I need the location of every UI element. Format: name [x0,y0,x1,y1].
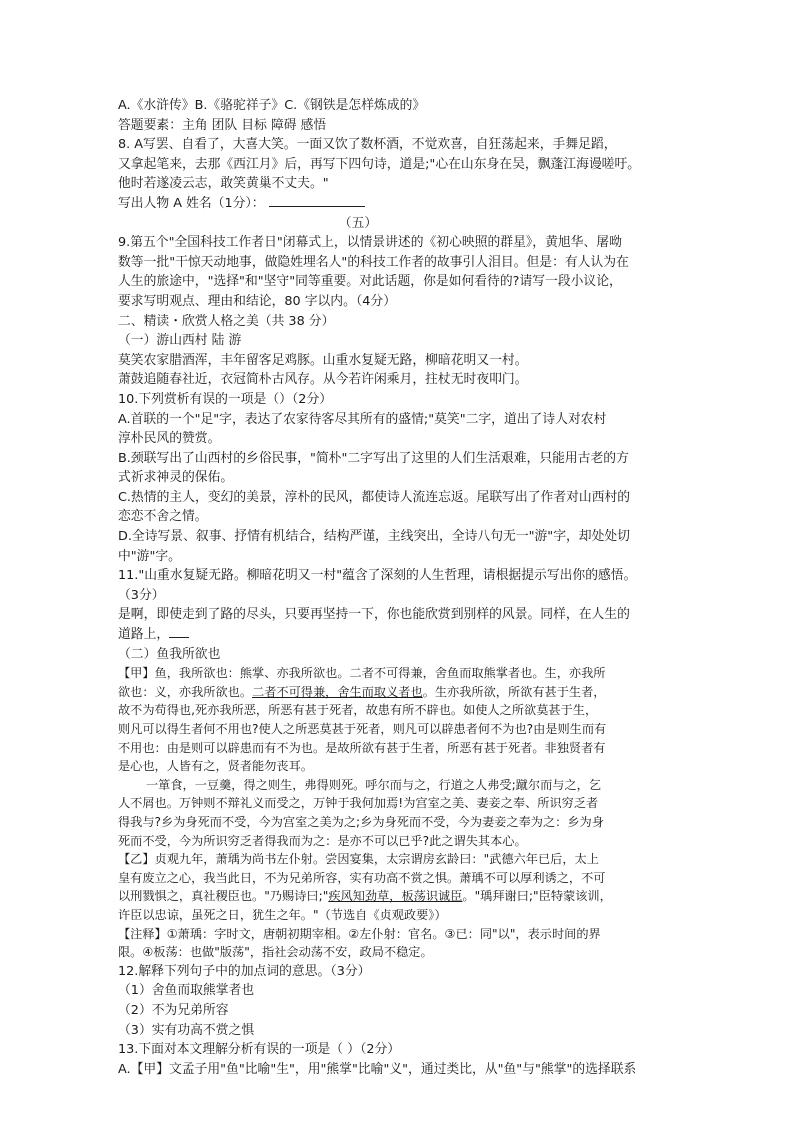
passage-a-8: 人不屑也。万钟则不辩礼义而受之，万钟于我何加焉!为宫室之美、妻妾之奉、所识穷乏者 [118,796,599,811]
notes-2: 限。④板荡：也做"版荡"，指社会动荡不安，政局不稳定。 [118,945,433,960]
passage-a-6: 是心也，人皆有之，贤者能勿丧耳。 [118,759,313,774]
passage-b-3a: 以刑戮惧之，真社稷臣也。"乃赐诗曰;" [118,889,329,904]
passage-a-2 [118,683,678,702]
answer-keys: 答题要素：主角 团队 目标 障碍 感悟 [118,117,327,133]
q8-prompt-text: 写出人物 A 姓名（1分）： [118,195,265,211]
q11-text-3: 是啊，即使走到了路的尽头，只要再坚持一下，你也能欣赏到别样的风景。同样，在人生的 [118,607,630,623]
exam-page [118,96,678,1079]
passage-a-10: 死而不受，今为所识穷乏者得我而为之：是亦不可以已乎?此之谓失其本心。 [118,833,527,848]
q10-option-a-2: 淳朴民风的赞赏。 [118,431,221,447]
passage-heading: （二）鱼我所欲也 [118,646,221,662]
q8-answer-blank[interactable] [269,194,365,207]
section-five-heading: （五） [338,215,378,231]
notes-1: 【注释】①萧瑀：字时文，唐朝初期宰相。②左仆射：官名。③已：同"以"，表示时间的界 [118,926,601,941]
passage-b-4: 许臣以忠谅，虽死之日，犹生之年。"（节选自《贞观政要》） [118,907,447,922]
q11-answer-blank[interactable] [169,625,189,638]
q13-option-a: A.【甲】文孟子用"鱼"比喻"生"，用"熊掌"比喻"义"，通过类比，从"鱼"与"熊掌"的选择联系 [118,1061,637,1077]
q8-text-1: 8. A写罢、自看了，大喜大笑。一面又饮了数杯酒，不觉欢喜，自狂荡起来，手舞足蹈， [118,137,617,153]
passage-a-2-underlined: 二者不可得兼，舍生而取义者也 [252,684,423,699]
q9-text-3: 人生的旅途中，"选择"和"坚守"同等重要。对此话题，你是如何看待的?请写一段小议论， [118,274,622,290]
passage-a-7: 一箪食，一豆羹，得之则生，弗得则死。呼尔而与之，行道之人弗受;蹴尔而与之，乞 [146,777,602,792]
q13-stem: 13.下面对本文理解分析有误的一项是（ ）（2分） [118,1042,401,1058]
q11-text-2: （3分） [118,587,165,603]
passage-b-1: 【乙】贞观九年，萧瑀为尚书左仆射。尝因宴集，太宗谓房玄龄曰："武德六年已后，太上 [118,852,599,867]
q10-option-d-1: D.全诗写景、叙事、抒情有机结合，结构严谨，主线突出，全诗八句无一"游"字，却处处切 [118,529,630,545]
passage-a-4: 则凡可以得生者何不用也?使人之所恶莫甚于死者，则凡可以辟患者何不为也?由是则生而有 [118,722,607,736]
q10-option-c-2: 恋恋不舍之情。 [118,509,208,525]
q10-option-b-1: B.颈联写出了山西村的乡俗民事，"简朴"二字写出了这里的人们生活艰难，只能用古老的方 [118,450,629,466]
poem-title: （一）游山西村 陆 游 [118,333,242,349]
q12-item-2: （2）不为兄弟所容 [118,1002,229,1018]
q11-text-4 [118,625,678,645]
passage-b-3-underlined: 疾风知劲草，板荡识诚臣 [328,889,463,904]
q11-text-1: 11."山重水复疑无路。柳暗花明又一村"蕴含了深刻的人生哲理，请根据提示写出你的感悟。 [118,568,637,584]
q9-text-2: 数等一批"干惊天动地事，做隐姓埋名人"的科技工作者的故事引人泪目。但是：有人认为在 [118,254,629,270]
passage-a-9: 得我与?乡为身死而不受，今为宫室之美为之;乡为身死而不受，今为妻妾之奉为之：乡为身 [118,814,604,829]
q10-option-d-2: 中"游"字。 [118,548,181,564]
q8-text-3: 他时若遂凌云志，敢笑黄巢不丈夫。" [118,176,329,192]
q8-text-2: 又拿起笔来，去那《西江月》后，再写下四句诗，道是;"心在山东身在吴，飘蓬江海谩嗟吁。 [118,156,641,172]
q9-text-1: 9.第五个"全国科技工作者日"闭幕式上，以情景讲述的《初心映照的群星》，黄旭华、屠呦 [118,235,622,251]
q12-item-3: （3）实有功高不赏之惧 [118,1022,255,1038]
q10-option-c-1: C.热情的主人，变幻的美景，淳朴的民风，都使诗人流连忘返。尾联写出了作者对山西村的 [118,489,631,505]
poem-line-1: 莫笑农家腊酒浑，丰年留客足鸡豚。山重水复疑无路，柳暗花明又一村。 [118,352,528,368]
part-two-heading: 二、精读・欣赏人格之美（共 38 分） [118,313,335,329]
q11-text-4-content: 道路上， [118,627,170,643]
passage-a-5: 不用也：由是则可以辟患而有不为也。是故所欲有甚于生者，所恶有甚于死者。非独贤者有 [118,740,606,755]
q9-text-4: 要求写明观点、理由和结论，80 字以内。（4分） [118,293,397,309]
passage-a-2a: 欲也：义，亦我所欲也。 [118,684,253,699]
passage-b-2: 皇有废立之心，我当此日，不为兄弟所容，实有功高不赏之惧。萧瑀不可以厚利诱之，不可 [118,870,606,885]
passage-a-3: 故不为苟得也,死亦我所恶，所恶有甚于死者，故患有所不辟也。如使人之所欲莫甚于生， [118,703,598,718]
passage-a-1: 【甲】鱼，我所欲也：熊掌、亦我所欲也。二者不可得兼，舍鱼而取熊掌者也。生，亦我所 [118,666,606,681]
passage-a-2c: 。生亦我所欲，所欲有甚于生者， [422,684,606,699]
q10-option-a-1: A.首联的一个"足"字，表达了农家待客尽其所有的盛情;"莫笑"二字，道出了诗人对农村 [118,411,607,427]
poem-line-2: 萧鼓追随春社近，衣冠简朴古风存。从今若许闲乘月，拄杖无时夜叩门。 [118,372,528,388]
q10-option-b-2: 式祈求神灵的保佑。 [118,470,234,486]
passage-b-3c: 。"瑀拜谢曰;"臣特蒙该训， [462,889,612,904]
q12-stem: 12.解释下列句子中的加点词的意思。（3分） [118,963,371,979]
options-line: A.《水浒传》B.《骆驼祥子》C.《钢铁是怎样炼成的》 [118,98,426,113]
passage-b-3 [118,887,678,906]
q12-item-1: （1）舍鱼而取熊掌者也 [118,983,255,999]
q10-stem: 10.下列赏析有误的一项是（）（2分） [118,391,333,407]
q8-prompt [118,194,678,214]
